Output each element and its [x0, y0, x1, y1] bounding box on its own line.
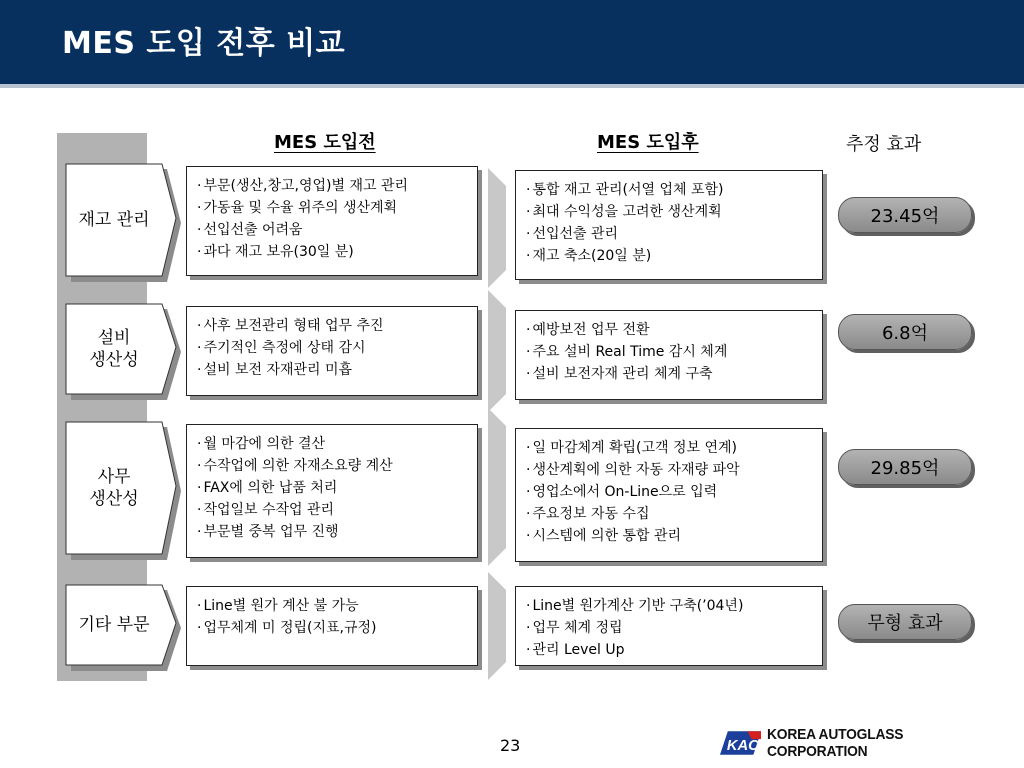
effect-badge-office: 29.85억: [838, 449, 972, 485]
list-item: · 사후 보전관리 형태 업무 추진: [197, 315, 467, 337]
kac-logo-icon: [718, 729, 761, 757]
effect-badge-equipment: 6.8억: [838, 314, 972, 350]
effect-badge-inventory: 23.45억: [838, 197, 972, 233]
list-item: · Line별 원가 계산 불 가능: [197, 595, 467, 617]
list-item: · 설비 보전자재 관리 체계 구축: [526, 363, 812, 385]
list-item: · 영업소에서 On-Line으로 입력: [526, 481, 812, 503]
column-header-before: MES 도입전: [274, 132, 376, 153]
after-box-office: [515, 428, 823, 562]
category-label: 재고 관리: [78, 210, 150, 230]
category-tag-equipment: [66, 304, 180, 400]
list-item: · 수작업에 의한 자재소요량 계산: [197, 455, 467, 477]
category-tag-inventory: [66, 164, 180, 282]
page-number: 23: [500, 736, 521, 755]
list-item: · 업무체계 미 정립(지표,규정): [197, 617, 467, 639]
list-item: · 예방보전 업무 전환: [526, 319, 812, 341]
after-box-other: [515, 586, 823, 666]
list-item: · Line별 원가계산 기반 구축(’04년): [526, 595, 812, 617]
list-item: · 최대 수익성을 고려한 생산계획: [526, 201, 812, 223]
list-item: · 설비 보전 자재관리 미흡: [197, 359, 467, 381]
after-box-equipment: [515, 310, 823, 400]
before-box-office: [186, 424, 478, 558]
after-box-inventory: [515, 170, 823, 280]
effect-badge-other: 무형 효과: [838, 604, 972, 640]
company-name: KOREA AUTOGLASS CORPORATION: [767, 726, 904, 760]
slide-title: MES 도입 전후 비교: [62, 26, 346, 61]
list-item: · 주요 설비 Real Time 감시 체계: [526, 341, 812, 363]
before-box-inventory: [186, 166, 478, 276]
arrow-right-icon: [488, 168, 506, 288]
column-header-after: MES 도입후: [597, 132, 699, 153]
list-item: · 생산계획에 의한 자동 자재량 파악: [526, 459, 812, 481]
list-item: · 작업일보 수작업 관리: [197, 499, 467, 521]
list-item: · 업무 체계 정립: [526, 617, 812, 639]
list-item: · 부문별 중복 업무 진행: [197, 521, 467, 543]
company-logo: [718, 728, 1024, 758]
before-box-other: [186, 586, 478, 666]
logo-mark-text: KAC: [726, 737, 759, 754]
column-header-effect: 추정 효과: [846, 134, 922, 155]
arrow-right-icon: [488, 572, 506, 680]
category-tag-other: [66, 585, 180, 671]
list-item: · FAX에 의한 납품 처리: [197, 477, 467, 499]
list-item: · 월 마감에 의한 결산: [197, 433, 467, 455]
before-box-equipment: [186, 306, 478, 396]
arrow-right-icon: [488, 290, 506, 412]
header-divider: [0, 84, 1024, 88]
list-item: · 통합 재고 관리(서열 업체 포함): [526, 179, 812, 201]
arrow-right-icon: [488, 408, 506, 566]
list-item: · 주기적인 측정에 상태 감시: [197, 337, 467, 359]
list-item: · 부문(생산,창고,영업)별 재고 관리: [197, 175, 467, 197]
list-item: · 관리 Level Up: [526, 639, 812, 661]
list-item: · 일 마감체계 확립(고객 정보 연계): [526, 437, 812, 459]
list-item: · 가동율 및 수율 위주의 생산계획: [197, 197, 467, 219]
list-item: · 선입선출 관리: [526, 223, 812, 245]
category-label: 사무 생산성: [89, 467, 139, 509]
list-item: · 시스템에 의한 통합 관리: [526, 525, 812, 547]
list-item: · 주요정보 자동 수집: [526, 503, 812, 525]
category-tag-office: [66, 422, 180, 560]
category-label: 설비 생산성: [89, 328, 139, 370]
list-item: · 재고 축소(20일 분): [526, 245, 812, 267]
list-item: · 과다 재고 보유(30일 분): [197, 241, 467, 263]
category-label: 기타 부문: [78, 615, 150, 635]
list-item: · 선입선출 어려움: [197, 219, 467, 241]
